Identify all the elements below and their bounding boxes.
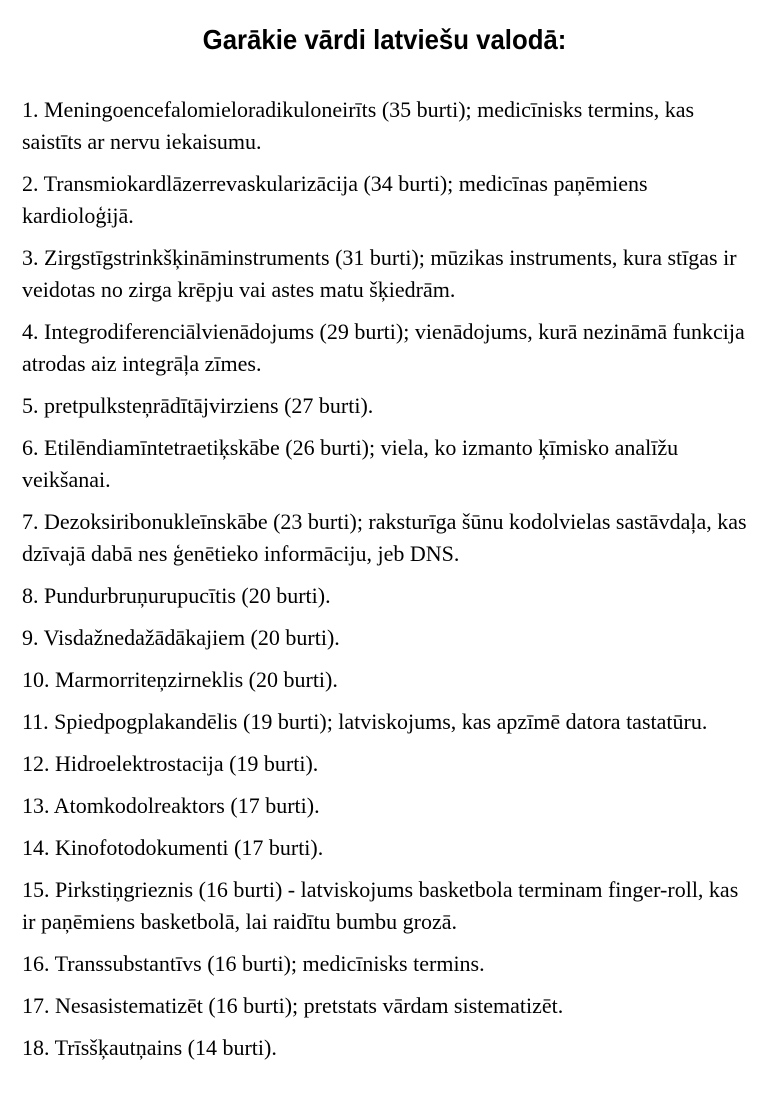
word-list xyxy=(22,94,747,1064)
list-item: 2. Transmiokardlāzerrevaskularizācija (34 burti); medicīnas paņēmiens kardioloģijā. xyxy=(22,171,648,228)
list-item: 3. Zirgstīgstrinkšķināminstruments (31 burti); mūzikas instruments, kura stīgas ir veidotas no zirga krēpju vai astes matu šķiedrām. xyxy=(22,245,737,302)
list-item: 11. Spiedpogplakandēlis (19 burti); latviskojums, kas apzīmē datora tastatūru. xyxy=(22,709,708,734)
list-item: 18. Trīsšķautņains (14 burti). xyxy=(22,1035,277,1060)
list-item: 1. Meningoencefalomieloradikuloneirīts (35 burti); medicīnisks termins, kas saistīts ar nervu iekaisumu. xyxy=(22,97,695,154)
list-item: 4. Integrodiferenciālvienādojums (29 burti); vienādojums, kurā nezināmā funkcija atrodas aiz integrāļa zīmes. xyxy=(22,319,745,376)
list-item: 15. Pirkstiņgrieznis (16 burti) - latviskojums basketbola terminam finger-roll, kas ir paņēmiens basketbolā, lai raidītu bumbu grozā. xyxy=(22,877,739,934)
list-item: 13. Atomkodolreaktors (17 burti). xyxy=(22,793,320,818)
list-item: 17. Nesasistematizēt (16 burti); pretstats vārdam sistematizēt. xyxy=(22,993,564,1018)
list-item: 6. Etilēndiamīntetraetiķskābe (26 burti); viela, ko izmanto ķīmisko analīžu veikšanai. xyxy=(22,435,679,492)
list-item: 5. pretpulksteņrādītājvirziens (27 burti). xyxy=(22,393,374,418)
page-title: Garākie vārdi latviešu valodā: xyxy=(202,24,567,55)
list-item: 8. Pundurbruņurupucītis (20 burti). xyxy=(22,583,331,608)
list-item: 16. Transsubstantīvs (16 burti); medicīnisks termins. xyxy=(22,951,485,976)
list-item: 12. Hidroelektrostacija (19 burti). xyxy=(22,751,319,776)
list-item: 7. Dezoksiribonukleīnskābe (23 burti); raksturīga šūnu kodolvielas sastāvdaļa, kas dzīvajā dabā nes ģenētieko informāciju, jeb DNS. xyxy=(22,509,747,566)
list-item: 14. Kinofotodokumenti (17 burti). xyxy=(22,835,324,860)
list-item: 10. Marmorriteņzirneklis (20 burti). xyxy=(22,667,338,692)
list-item: 9. Visdažnedažādākajiem (20 burti). xyxy=(22,625,340,650)
